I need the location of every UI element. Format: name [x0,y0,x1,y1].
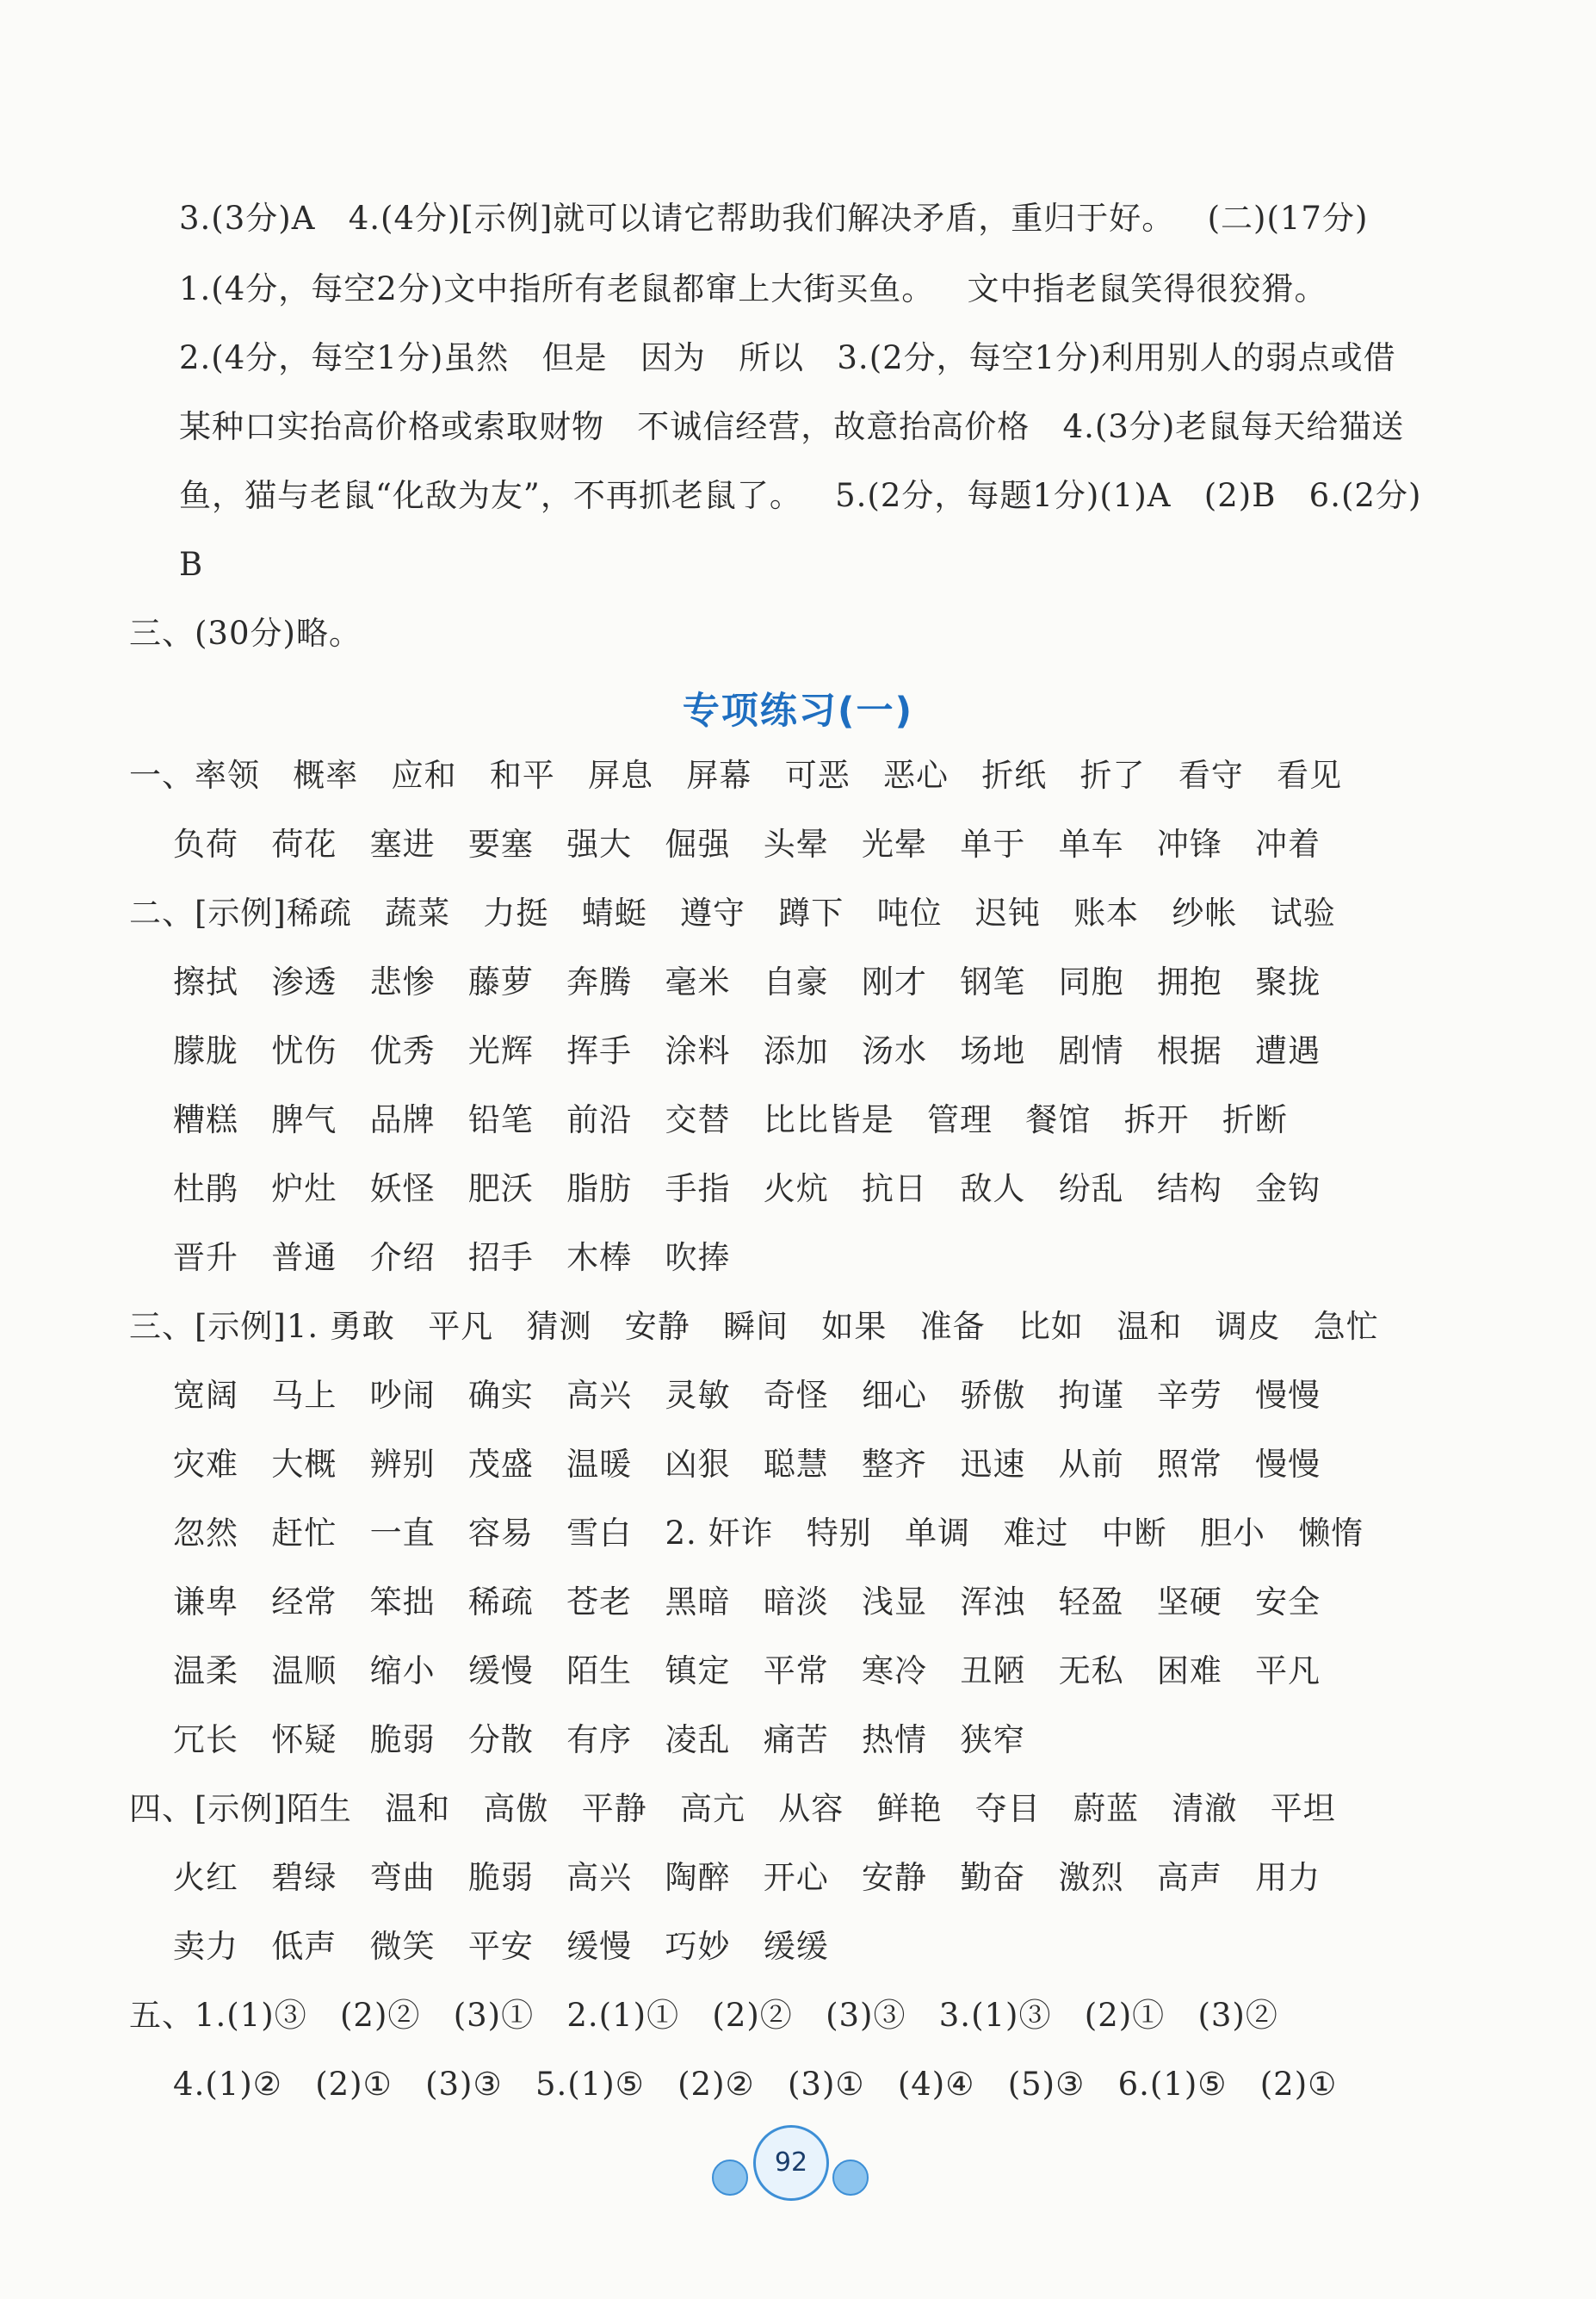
answer-line: 灾难 大概 辨别 茂盛 温暖 凶狠 聪慧 整齐 迅速 从前 照常 慢慢 [129,1446,1321,1483]
answer-line: 宽阔 马上 吵闹 确实 高兴 灵敏 奇怪 细心 骄傲 拘谨 辛劳 慢慢 [129,1377,1321,1414]
answer-line: 火红 碧绿 弯曲 脆弱 高兴 陶醉 开心 安静 勤奋 激烈 高声 用力 [129,1859,1321,1896]
answer-line: 鱼，猫与老鼠“化敌为友”，不再抓老鼠了。 5.(2分，每题1分)(1)A (2)B 6.(2分) [179,477,1422,514]
section-title: 专项练习(一) [682,690,914,733]
answer-line: 忽然 赶忙 一直 容易 雪白 2. 奸诈 特别 单调 难过 中断 胆小 懒惰 [129,1515,1364,1552]
page-number-badge [710,2125,891,2194]
answer-line: 2.(4分，每空1分)虽然 但是 因为 所以 3.(2分，每空1分)利用别人的弱点或借 [179,339,1396,376]
answer-line: 杜鹃 炉灶 妖怪 肥沃 脂肪 手指 火炕 抗日 敌人 纷乱 结构 金钩 [129,1170,1321,1207]
answer-line: 擦拭 渗透 悲惨 藤萝 奔腾 毫米 自豪 刚才 钢笔 同胞 拥抱 聚拢 [129,964,1321,1001]
answer-line: 谦卑 经常 笨拙 稀疏 苍老 黑暗 暗淡 浅显 浑浊 轻盈 坚硬 安全 [129,1583,1321,1620]
answer-line: 三、[示例]1. 勇敢 平凡 猜测 安静 瞬间 如果 准备 比如 温和 调皮 急忙 [129,1308,1379,1345]
answer-line: 朦胧 忧伤 优秀 光辉 挥手 涂料 添加 汤水 场地 剧情 根据 遭遇 [129,1032,1321,1069]
answer-line: 四、[示例]陌生 温和 高傲 平静 高亢 从容 鲜艳 夺目 蔚蓝 清澈 平坦 [129,1790,1336,1827]
page-number: 92 [774,2147,808,2178]
answer-line: 4.(1)② (2)① (3)③ 5.(1)⑤ (2)② (3)① (4)④ (5)③ 6.(1)⑤ (2)① [129,2066,1338,2103]
answer-line: 二、[示例]稀疏 蔬菜 力挺 蜻蜓 遵守 蹲下 吨位 迟钝 账本 纱帐 试验 [129,895,1336,932]
answer-line: B [179,546,204,583]
answer-line: 冗长 怀疑 脆弱 分散 有序 凌乱 痛苦 热情 狭窄 [129,1721,1026,1758]
decor-circle-left [712,2160,748,2196]
answer-line: 晋升 普通 介绍 招手 木棒 吹捧 [129,1239,731,1276]
answer-line: 卖力 低声 微笑 平安 缓慢 巧妙 缓缓 [129,1928,829,1965]
answer-line: 五、1.(1)③ (2)② (3)① 2.(1)① (2)② (3)③ 3.(1)③ (2)① (3)② [129,1997,1278,2034]
answer-line: 糟糕 脾气 品牌 铅笔 前沿 交替 比比皆是 管理 餐馆 拆开 折断 [129,1101,1288,1138]
answer-line: 一、率领 概率 应和 和平 屏息 屏幕 可恶 恶心 折纸 折了 看守 看见 [129,757,1343,794]
answer-line: 某种口实抬高价格或索取财物 不诚信经营，故意抬高价格 4.(3分)老鼠每天给猫送 [179,408,1405,445]
answer-line: 温柔 温顺 缩小 缓慢 陌生 镇定 平常 寒冷 丑陋 无私 困难 平凡 [129,1652,1321,1689]
decor-circle-right [832,2160,869,2196]
answer-line: 1.(4分，每空2分)文中指所有老鼠都窜上大街买鱼。 文中指老鼠笑得很狡猾。 [179,270,1327,307]
section-three-answer: 三、(30分)略。 [129,615,362,652]
answer-line: 3.(3分)A 4.(4分)[示例]就可以请它帮助我们解决矛盾，重归于好。 (二)(17分) [179,200,1369,237]
answer-line: 负荷 荷花 塞进 要塞 强大 倔强 头晕 光晕 单于 单车 冲锋 冲着 [129,826,1321,863]
